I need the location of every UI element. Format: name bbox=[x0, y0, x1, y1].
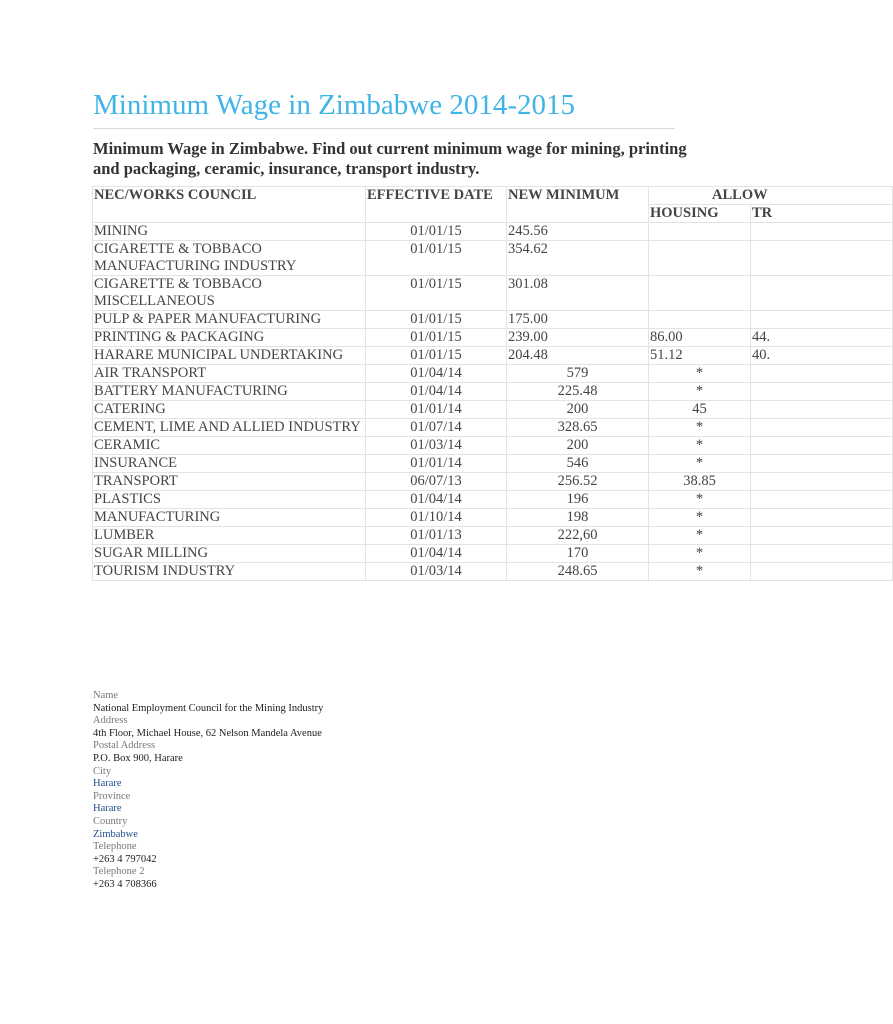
transport-allowance-cell bbox=[751, 365, 893, 383]
header-effective-date: EFFECTIVE DATE bbox=[366, 187, 507, 223]
council-cell: LUMBER bbox=[93, 527, 366, 545]
table-row bbox=[93, 276, 893, 311]
table-row bbox=[93, 241, 893, 276]
minimum-wage-cell: 222,60 bbox=[507, 527, 649, 545]
council-cell: INSURANCE bbox=[93, 455, 366, 473]
council-cell: BATTERY MANUFACTURING bbox=[93, 383, 366, 401]
wage-table bbox=[92, 186, 893, 581]
transport-allowance-cell: 40. bbox=[751, 347, 893, 365]
minimum-wage-cell: 200 bbox=[507, 437, 649, 455]
housing-allowance-cell: 51.12 bbox=[649, 347, 751, 365]
transport-allowance-cell bbox=[751, 545, 893, 563]
minimum-wage-cell: 579 bbox=[507, 365, 649, 383]
housing-allowance-cell: * bbox=[649, 419, 751, 437]
intro-text: Minimum Wage in Zimbabwe. Find out current minimum wage for mining, printing and packaging, ceramic, insurance, transport industry. bbox=[93, 139, 687, 178]
effective-date-cell: 01/01/14 bbox=[366, 455, 507, 473]
table-row bbox=[93, 491, 893, 509]
contact-value: +263 4 708366 bbox=[93, 878, 157, 890]
transport-allowance-cell bbox=[751, 527, 893, 545]
transport-allowance-cell bbox=[751, 509, 893, 527]
council-cell: SUGAR MILLING bbox=[93, 545, 366, 563]
header-new-minimum: NEW MINIMUM bbox=[507, 187, 649, 223]
table-row bbox=[93, 365, 893, 383]
table-row bbox=[93, 563, 893, 581]
housing-allowance-cell: * bbox=[649, 365, 751, 383]
contact-value: 4th Floor, Michael House, 62 Nelson Mandela Avenue bbox=[93, 727, 322, 739]
minimum-wage-cell: 204.48 bbox=[507, 347, 649, 365]
transport-allowance-cell bbox=[751, 223, 893, 241]
table-row bbox=[93, 311, 893, 329]
contact-label: Name bbox=[93, 690, 119, 701]
contact-value: +263 4 797042 bbox=[93, 853, 157, 865]
effective-date-cell: 01/04/14 bbox=[366, 545, 507, 563]
table-row bbox=[93, 437, 893, 455]
effective-date-cell: 01/01/15 bbox=[366, 223, 507, 241]
transport-allowance-cell bbox=[751, 383, 893, 401]
effective-date-cell: 01/01/15 bbox=[366, 347, 507, 365]
housing-allowance-cell: 38.85 bbox=[649, 473, 751, 491]
minimum-wage-cell: 301.08 bbox=[507, 276, 649, 311]
table-row bbox=[93, 383, 893, 401]
housing-allowance-cell: * bbox=[649, 563, 751, 581]
contact-label: Address bbox=[93, 715, 128, 727]
transport-allowance-cell bbox=[751, 276, 893, 311]
minimum-wage-cell: 198 bbox=[507, 509, 649, 527]
effective-date-cell: 01/01/15 bbox=[366, 311, 507, 329]
header-transport: TR bbox=[751, 205, 893, 223]
table-row bbox=[93, 473, 893, 491]
table-row bbox=[93, 455, 893, 473]
effective-date-cell: 01/01/15 bbox=[366, 241, 507, 276]
transport-allowance-cell bbox=[751, 455, 893, 473]
effective-date-cell: 01/10/14 bbox=[366, 509, 507, 527]
header-housing: HOUSING bbox=[649, 205, 751, 223]
housing-allowance-cell: 86.00 bbox=[649, 329, 751, 347]
effective-date-cell: 01/03/14 bbox=[366, 563, 507, 581]
council-cell: PLASTICS bbox=[93, 491, 366, 509]
contact-label: Province bbox=[93, 790, 131, 802]
council-cell: CIGARETTE & TOBBACO MANUFACTURING INDUSTRY bbox=[93, 241, 366, 276]
minimum-wage-cell: 248.65 bbox=[507, 563, 649, 581]
transport-allowance-cell bbox=[751, 401, 893, 419]
minimum-wage-cell: 245.56 bbox=[507, 223, 649, 241]
council-cell: CERAMIC bbox=[93, 437, 366, 455]
council-cell: CEMENT, LIME AND ALLIED INDUSTRY bbox=[93, 419, 366, 437]
table-row bbox=[93, 509, 893, 527]
minimum-wage-cell: 170 bbox=[507, 545, 649, 563]
header-council: NEC/WORKS COUNCIL bbox=[93, 187, 366, 223]
housing-allowance-cell bbox=[649, 311, 751, 329]
contact-label: City bbox=[93, 765, 112, 777]
transport-allowance-cell bbox=[751, 437, 893, 455]
table-row bbox=[93, 527, 893, 545]
effective-date-cell: 01/04/14 bbox=[366, 383, 507, 401]
minimum-wage-cell: 196 bbox=[507, 491, 649, 509]
housing-allowance-cell bbox=[649, 241, 751, 276]
contact-label: Telephone bbox=[93, 841, 137, 853]
council-cell: HARARE MUNICIPAL UNDERTAKING bbox=[93, 347, 366, 365]
table-row bbox=[93, 545, 893, 563]
housing-allowance-cell: 45 bbox=[649, 401, 751, 419]
housing-allowance-cell bbox=[649, 223, 751, 241]
wage-table-body bbox=[93, 223, 893, 581]
housing-allowance-cell: * bbox=[649, 383, 751, 401]
transport-allowance-cell bbox=[751, 491, 893, 509]
minimum-wage-cell: 546 bbox=[507, 455, 649, 473]
wage-table-container[interactable] bbox=[92, 186, 773, 581]
transport-allowance-cell bbox=[751, 563, 893, 581]
council-cell: MANUFACTURING bbox=[93, 509, 366, 527]
table-row bbox=[93, 419, 893, 437]
housing-allowance-cell: * bbox=[649, 491, 751, 509]
council-cell: TRANSPORT bbox=[93, 473, 366, 491]
contact-link[interactable]: Zimbabwe bbox=[93, 828, 138, 840]
council-cell: AIR TRANSPORT bbox=[93, 365, 366, 383]
table-row bbox=[93, 347, 893, 365]
minimum-wage-cell: 256.52 bbox=[507, 473, 649, 491]
minimum-wage-cell: 200 bbox=[507, 401, 649, 419]
effective-date-cell: 01/01/13 bbox=[366, 527, 507, 545]
contact-value: P.O. Box 900, Harare bbox=[93, 752, 183, 764]
housing-allowance-cell: * bbox=[649, 509, 751, 527]
title-divider bbox=[93, 128, 675, 129]
page-title: Minimum Wage in Zimbabwe 2014-2015 bbox=[93, 89, 576, 121]
housing-allowance-cell: * bbox=[649, 545, 751, 563]
effective-date-cell: 01/04/14 bbox=[366, 491, 507, 509]
council-cell: MINING bbox=[93, 223, 366, 241]
contact-label: Country bbox=[93, 815, 128, 827]
effective-date-cell: 01/03/14 bbox=[366, 437, 507, 455]
minimum-wage-cell: 225.48 bbox=[507, 383, 649, 401]
contact-label: Postal Address bbox=[93, 740, 156, 752]
effective-date-cell: 01/01/14 bbox=[366, 401, 507, 419]
transport-allowance-cell bbox=[751, 311, 893, 329]
table-row bbox=[93, 401, 893, 419]
table-row bbox=[93, 223, 893, 241]
housing-allowance-cell bbox=[649, 276, 751, 311]
transport-allowance-cell bbox=[751, 419, 893, 437]
transport-allowance-cell: 44. bbox=[751, 329, 893, 347]
housing-allowance-cell: * bbox=[649, 455, 751, 473]
council-cell: PRINTING & PACKAGING bbox=[93, 329, 366, 347]
council-cell: CIGARETTE & TOBBACO MISCELLANEOUS bbox=[93, 276, 366, 311]
effective-date-cell: 01/07/14 bbox=[366, 419, 507, 437]
header-allowances: ALLOW bbox=[649, 187, 893, 205]
housing-allowance-cell: * bbox=[649, 437, 751, 455]
contact-value: National Employment Council for the Mining Industry bbox=[93, 702, 324, 714]
transport-allowance-cell bbox=[751, 473, 893, 491]
table-row bbox=[93, 329, 893, 347]
effective-date-cell: 01/01/15 bbox=[366, 329, 507, 347]
effective-date-cell: 06/07/13 bbox=[366, 473, 507, 491]
contact-details bbox=[93, 690, 323, 892]
minimum-wage-cell: 354.62 bbox=[507, 241, 649, 276]
contact-label: Telephone 2 bbox=[93, 866, 145, 878]
contact-link[interactable]: Harare bbox=[93, 778, 122, 790]
table-header-row bbox=[93, 187, 893, 205]
contact-link[interactable]: Harare bbox=[93, 803, 122, 815]
council-cell: TOURISM INDUSTRY bbox=[93, 563, 366, 581]
effective-date-cell: 01/01/15 bbox=[366, 276, 507, 311]
minimum-wage-cell: 175.00 bbox=[507, 311, 649, 329]
minimum-wage-cell: 239.00 bbox=[507, 329, 649, 347]
council-cell: PULP & PAPER MANUFACTURING bbox=[93, 311, 366, 329]
minimum-wage-cell: 328.65 bbox=[507, 419, 649, 437]
effective-date-cell: 01/04/14 bbox=[366, 365, 507, 383]
council-cell: CATERING bbox=[93, 401, 366, 419]
transport-allowance-cell bbox=[751, 241, 893, 276]
housing-allowance-cell: * bbox=[649, 527, 751, 545]
